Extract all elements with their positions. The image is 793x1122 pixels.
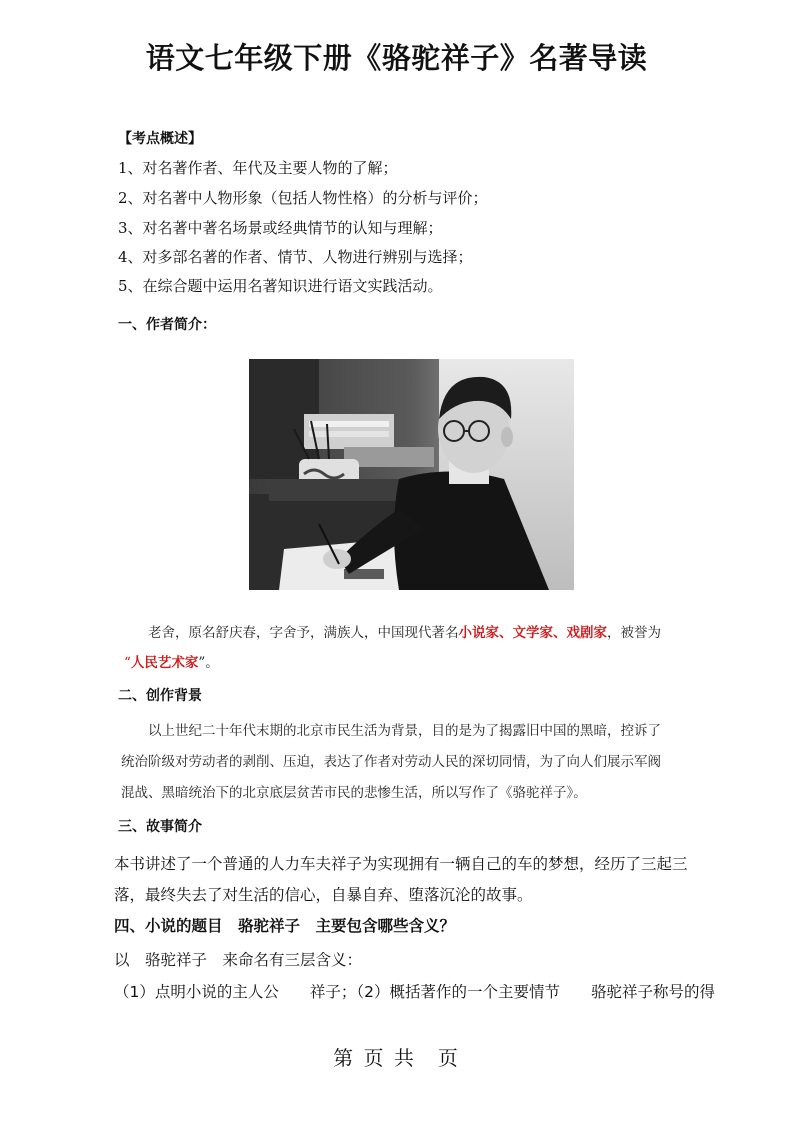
author-titles: 小说家、文学家、戏剧家 [458, 625, 607, 641]
kaodian-item: 1、对名著作者、年代及主要人物的了解； [118, 159, 398, 177]
author-text-suffix: ，被誉为 [607, 625, 661, 641]
author-honor: 人民艺术家 [130, 655, 199, 671]
author-heading: 一、作者简介： [118, 317, 216, 333]
story-heading: 三、故事简介 [118, 819, 202, 835]
kaodian-heading: 【考点概述】 [118, 131, 202, 147]
quote-close: ”。 [198, 655, 219, 671]
story-line: 落，最终失去了对生活的信心，自暴自弃、堕落沉沦的故事。 [114, 886, 533, 904]
quote-open: “ [124, 655, 131, 671]
meaning-heading: 四、小说的题目 骆驼祥子 主要包含哪些含义？ [114, 917, 456, 935]
page-title: 语文七年级下册《骆驼祥子》名著导读 [145, 41, 648, 75]
background-line: 以上世纪二十年代末期的北京市民生活为背景，目的是为了揭露旧中国的黑暗，控诉了 [148, 723, 661, 739]
story-line: 本书讲述了一个普通的人力车夫祥子为实现拥有一辆自己的车的梦想，经历了三起三 [114, 855, 688, 873]
author-intro-line2 [124, 651, 219, 671]
background-line: 统治阶级对劳动者的剥削、压迫，表达了作者对劳动人民的深切同情，为了向人们展示军阀 [121, 754, 661, 770]
kaodian-item: 5、在综合题中运用名著知识进行语文实践活动。 [118, 277, 443, 295]
kaodian-item: 2、对名著中人物形象（包括人物性格）的分析与评价； [118, 189, 488, 207]
kaodian-item: 3、对名著中著名场景或经典情节的认知与理解； [118, 219, 443, 237]
author-photo [249, 359, 574, 590]
author-intro-line1 [148, 621, 661, 641]
author-text: 老舍，原名舒庆春，字舍予，满族人，中国现代著名 [148, 625, 459, 641]
meaning-line: 以 骆驼祥子 来命名有三层含义： [114, 951, 363, 969]
background-heading: 二、创作背景 [118, 688, 202, 704]
meaning-line: （1）点明小说的主人公 祥子；（2）概括著作的一个主要情节 骆驼祥子称号的得 [114, 983, 715, 1001]
background-line: 混战、黑暗统治下的北京底层贫苦市民的悲惨生活，所以写作了《骆驼祥子》。 [121, 785, 587, 801]
page-footer: 第 页 共 页 [333, 1046, 460, 1070]
kaodian-item: 4、对多部名著的作者、情节、人物进行辨别与选择； [118, 248, 473, 266]
